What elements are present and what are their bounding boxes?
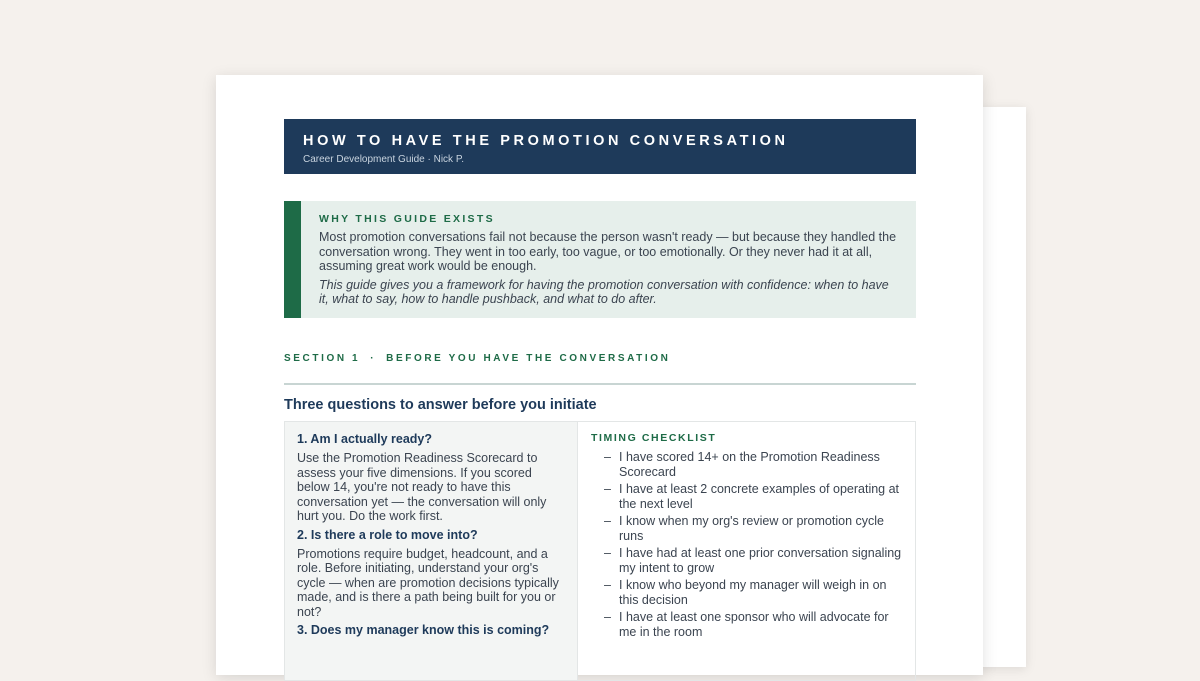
dash-bullet: –	[604, 578, 611, 592]
question-body: Promotions require budget, headcount, and a role. Before initiating, understand your org's cycle — when are promotion decisions typically made, and is there a path being built for you or not?	[297, 546, 559, 619]
dash-bullet: –	[604, 514, 611, 528]
checklist-item	[591, 546, 903, 575]
checklist	[591, 450, 903, 639]
section-separator: ·	[370, 353, 377, 364]
questions-and-checklist	[284, 421, 916, 681]
checklist-item	[591, 514, 903, 543]
callout-paragraph: Most promotion conversations fail not because the person wasn't ready — but because they handled the conversation wrong. They went in too early, too vague, or too emotionally. Or they never had it at all, assuming great work would be enough.	[319, 230, 897, 273]
dash-bullet: –	[604, 546, 611, 560]
checklist-item	[591, 578, 903, 607]
checklist-item-text: I have had at least one prior conversation signaling my intent to grow	[619, 546, 902, 575]
checklist-item	[591, 450, 903, 479]
page-subtitle: Career Development Guide · Nick P.	[303, 154, 464, 165]
question-heading: 2. Is there a role to move into?	[297, 527, 478, 542]
section-divider	[284, 383, 916, 385]
why-guide-callout	[284, 201, 916, 318]
question-body: Use the Promotion Readiness Scorecard to assess your five dimensions. If you scored below 14, you're not ready to have this conversation yet — the conversation will only hurt you. Do the work first.	[297, 451, 547, 523]
callout-heading: WHY THIS GUIDE EXISTS	[319, 213, 495, 225]
checklist-item-text: I know when my org's review or promotion cycle runs	[619, 514, 884, 543]
checklist-item-text: I have at least one sponsor who will advocate for me in the room	[619, 610, 889, 639]
section-label	[284, 353, 916, 364]
checklist-item-text: I have at least 2 concrete examples of operating at the next level	[619, 482, 900, 511]
title-banner	[284, 119, 916, 174]
timing-checklist-column	[578, 422, 915, 680]
question-heading: 1. Am I actually ready?	[297, 432, 433, 446]
questions-column	[285, 422, 578, 680]
dash-bullet: –	[604, 450, 611, 464]
checklist-item-text: I have scored 14+ on the Promotion Readiness Scorecard	[619, 450, 880, 479]
section-number: SECTION 1	[284, 353, 361, 364]
checklist-item	[591, 610, 903, 639]
section-name: BEFORE YOU HAVE THE CONVERSATION	[386, 353, 671, 364]
dash-bullet: –	[604, 482, 611, 496]
checklist-item	[591, 482, 903, 511]
dash-bullet: –	[604, 610, 611, 624]
callout-italic-paragraph: This guide gives you a framework for having the promotion conversation with confidence: when to have it, what to say, how to handle pushback, and what to do after.	[319, 277, 889, 306]
question-heading: 3. Does my manager know this is coming?	[297, 623, 550, 637]
page-title: HOW TO HAVE THE PROMOTION CONVERSATION	[303, 133, 789, 149]
section-title: Three questions to answer before you initiate	[284, 397, 597, 413]
document-page	[216, 75, 983, 675]
checklist-item-text: I know who beyond my manager will weigh in on this decision	[619, 578, 887, 607]
callout-accent-bar	[284, 201, 301, 318]
checklist-heading: TIMING CHECKLIST	[591, 432, 717, 444]
